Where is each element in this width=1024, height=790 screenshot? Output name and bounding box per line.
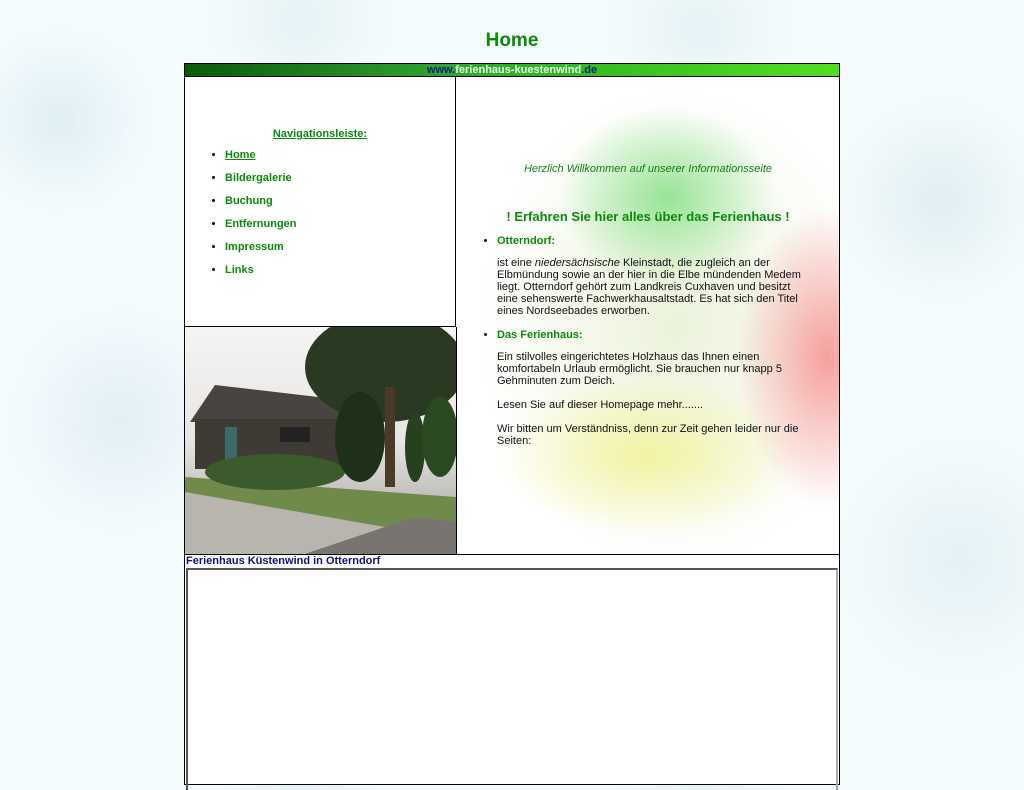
section-text: Lesen Sie auf dieser Homepage mehr....... — [497, 399, 704, 411]
page-title: Home — [485, 30, 539, 51]
section-text — [497, 257, 802, 317]
text-emphasis: niedersächsische — [534, 257, 620, 269]
headline: ! Erfahren Sie hier alles über das Ferienhaus ! — [506, 209, 790, 224]
footer-title: Ferienhaus Küstenwind in Otterndorf — [186, 555, 381, 567]
nav-title: Navigationsleiste: — [272, 128, 368, 140]
banner-suffix: .de — [581, 64, 598, 76]
nav-links[interactable]: Links — [225, 264, 254, 276]
welcome-text: Herzlich Willkommen auf unserer Informationsseite — [523, 163, 773, 175]
banner — [185, 64, 839, 77]
section-text: Ein stilvolles eingerichtetes Holzhaus das Ihnen einen komfortabeln Urlaub ermöglicht. Sie brauchen nur knapp 5 Gehminuten zum Deich. — [497, 351, 782, 387]
navigation — [185, 77, 456, 327]
footer — [185, 554, 839, 790]
banner-prefix: www. — [426, 64, 456, 76]
nav-impressum[interactable]: Impressum — [225, 241, 284, 253]
section-ferienhaus — [497, 329, 802, 447]
nav-bildergalerie[interactable]: Bildergalerie — [225, 172, 292, 184]
section-title: • Otterndorf: — [497, 235, 556, 247]
content-panel — [457, 77, 839, 554]
section-otterndorf — [497, 235, 802, 317]
banner-domain: ferienhaus-kuestenwind — [455, 64, 582, 76]
nav-entfernungen[interactable]: Entfernungen — [225, 218, 297, 230]
section-text: Wir bitten um Verständniss, denn zur Zeit gehen leider nur die Seiten: — [497, 423, 799, 447]
text-part: ist eine — [497, 257, 535, 269]
nav-home[interactable]: Home — [225, 149, 256, 161]
embedded-frame[interactable] — [186, 568, 838, 790]
house-photo — [185, 327, 457, 554]
text-part: Kleinstadt, die zugleich an der Elbmündung sowie an der hier in die Elbe mündenden Medem liegt. Otterndorf gehört zum Landkreis Cuxhaven und besitzt eine sehenswerte Fachwerkhausaltstadt. Es hat sich den Titel eines Nordseebades erworben. — [497, 257, 801, 317]
main-frame — [184, 63, 840, 785]
nav-buchung[interactable]: Buchung — [225, 195, 273, 207]
section-title: • Das Ferienhaus: — [497, 329, 583, 341]
